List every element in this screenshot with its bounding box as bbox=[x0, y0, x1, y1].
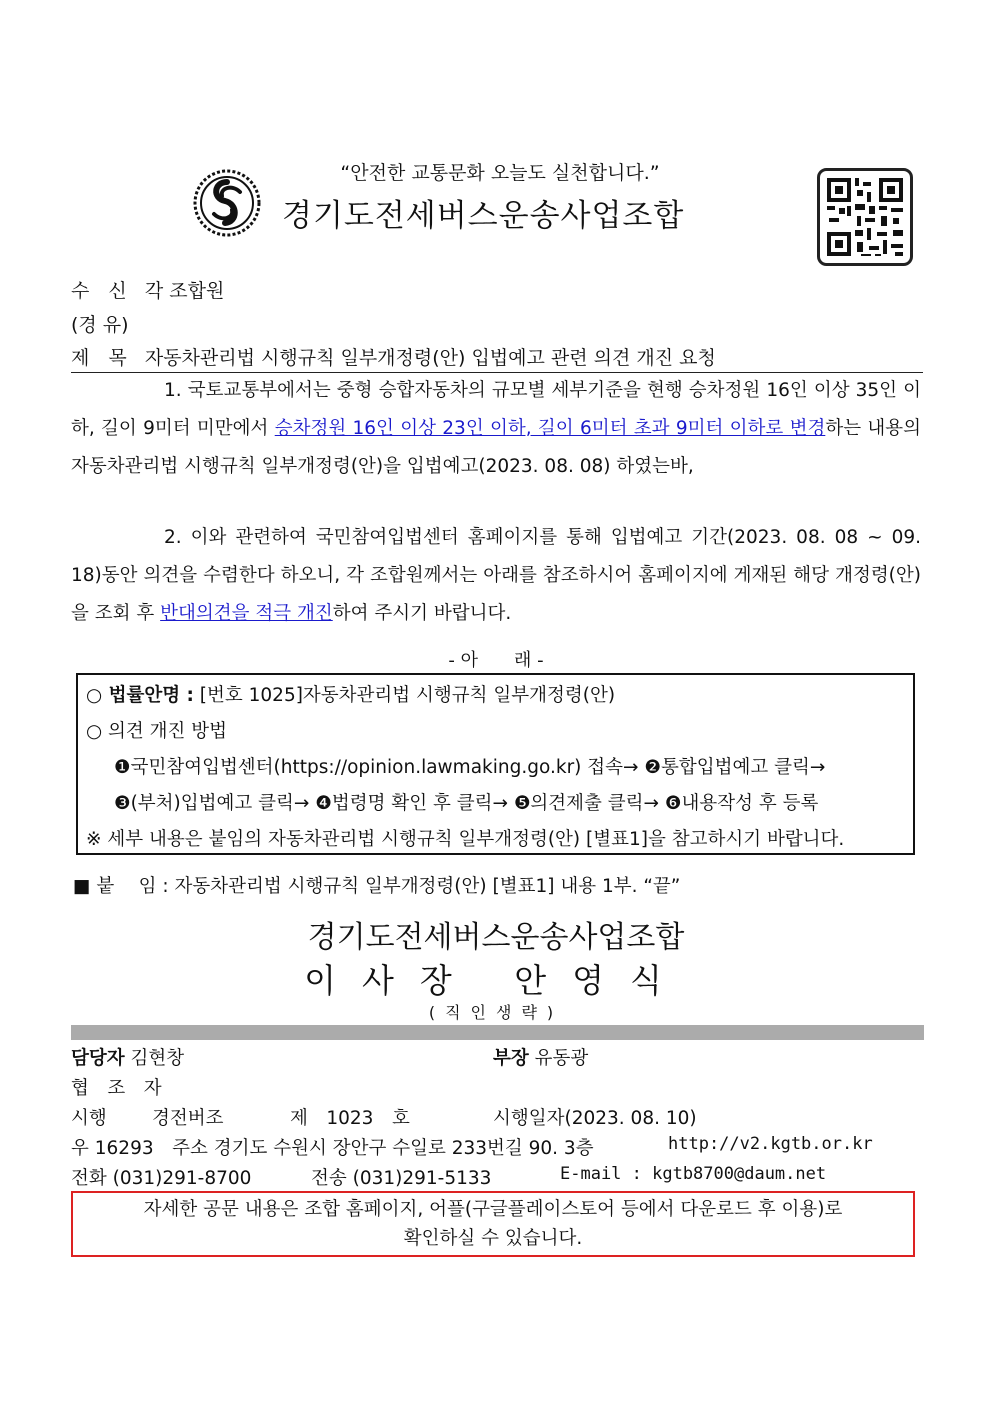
paragraph-2-text-a: 2. 이와 관련하여 국민참여입법센터 홈페이지를 통해 입법예고 기간(2023. 08. 08 ~ 09. 18)동안 의견을 수렴한다 하오니, 각 조합원께서는 아래를 참조하시어 홈페이지에 게재된 해당 개정령(안)을 조회 후 bbox=[71, 527, 921, 624]
email-link[interactable]: E-mail : kgtb8700@daum.net bbox=[560, 1164, 827, 1184]
head-line bbox=[493, 1044, 588, 1070]
manager-label: 담당자 bbox=[71, 1048, 125, 1069]
notice-line-2: 확인하실 수 있습니다. bbox=[403, 1228, 583, 1249]
paragraph-1-text-b: 하는 내용의 자동차관리법 시행규칙 일부개정령(안)을 입법예고(2023. 08. 08) 하였는바, bbox=[71, 418, 921, 477]
paragraph-1 bbox=[71, 372, 921, 486]
enforce-date: 시행일자(2023. 08. 10) bbox=[493, 1108, 697, 1129]
method-step-line-1: ❶국민참여입법센터(https://opinion.lawmaking.go.kr) 접속→ ❷통합입법예고 클릭→ bbox=[114, 757, 826, 778]
notice-line-1: 자세한 공문 내용은 조합 홈페이지, 어플(구글플레이스토어 등에서 다운로드 후 이용)로 bbox=[143, 1199, 843, 1220]
notice-box bbox=[71, 1191, 915, 1257]
paragraph-2-text-b: 하여 주시기 바랍니다. bbox=[332, 603, 512, 624]
manager-line bbox=[71, 1044, 184, 1070]
paragraph-1-highlight: 승차정원 16인 이상 23인 이하, 길이 6미터 초과 9미터 이하로 변경 bbox=[274, 418, 826, 439]
law-name-label: ○ 법률안명 : bbox=[86, 685, 194, 706]
union-logo-icon bbox=[192, 168, 262, 238]
box-note: ※ 세부 내용은 붙임의 자동차관리법 시행규칙 일부개정령(안) [별표1]을 참고하시기 바랍니다. bbox=[86, 829, 845, 850]
website-link[interactable]: http://v2.kgtb.or.kr bbox=[668, 1134, 873, 1154]
below-label: - 아 래 - bbox=[448, 650, 544, 671]
seal-note: (직인생략) bbox=[428, 1003, 564, 1022]
signature-org: 경기도전세버스운송사업조합 bbox=[307, 920, 685, 955]
law-name-value: [번호 1025]자동차관리법 시행규칙 일부개정령(안) bbox=[199, 685, 616, 706]
recipient-line bbox=[71, 276, 224, 303]
head-label: 부장 bbox=[493, 1048, 529, 1069]
attachment-line: ■ 붙 임 : 자동차관리법 시행규칙 일부개정령(안) [별표1] 내용 1부. “끝” bbox=[73, 876, 681, 897]
law-name-line bbox=[86, 681, 615, 707]
paragraph-1-text-a: 1. 국토교통부에서는 중형 승합자동차의 규모별 세부기준을 현행 승차정원 16인 이상 35인 이하, 길이 9미터 미만에서 bbox=[71, 380, 921, 439]
details-box bbox=[76, 673, 915, 855]
phone: 전화 (031)291-8700 bbox=[71, 1168, 252, 1189]
manager-name: 김현창 bbox=[130, 1048, 185, 1069]
subject-value: 자동차관리법 시행규칙 일부개정령(안) 입법예고 관련 의견 개진 요청 bbox=[144, 347, 716, 369]
slogan: “안전한 교통문화 오늘도 실천합니다.” bbox=[340, 162, 660, 184]
qr-code-icon[interactable] bbox=[817, 168, 913, 266]
subject-line bbox=[71, 343, 923, 373]
enforce-number: 제 1023 호 bbox=[290, 1108, 410, 1129]
head-name: 유동광 bbox=[534, 1048, 589, 1069]
cooperator-label: 협 조 자 bbox=[71, 1078, 162, 1099]
org-name-header: 경기도전세버스운송사업조합 bbox=[282, 198, 685, 234]
via-label: (경 유) bbox=[71, 314, 129, 336]
paragraph-2-highlight: 반대의견을 적극 개진 bbox=[160, 603, 333, 624]
divider-bar bbox=[71, 1025, 924, 1040]
address: 우 16293 주소 경기도 수원시 장안구 수일로 233번길 90. 3층 bbox=[71, 1138, 594, 1159]
method-step-line-2: ❸(부처)입법예고 클릭→ ❹법령명 확인 후 클릭→ ❺의견제출 클릭→ ❻내용작성 후 등록 bbox=[114, 793, 819, 814]
enforce-label: 시행 bbox=[71, 1108, 107, 1129]
enforce-dept: 경전버조 bbox=[152, 1108, 224, 1129]
recipient-label: 수 신 bbox=[71, 280, 127, 302]
recipient-value: 각 조합원 bbox=[144, 280, 225, 302]
paragraph-2 bbox=[71, 519, 921, 633]
method-label: ○ 의견 개진 방법 bbox=[86, 721, 228, 742]
subject-label: 제 목 bbox=[71, 347, 127, 369]
fax: 전송 (031)291-5133 bbox=[311, 1168, 492, 1189]
signature-name: 이사장 안영식 bbox=[304, 961, 688, 1000]
